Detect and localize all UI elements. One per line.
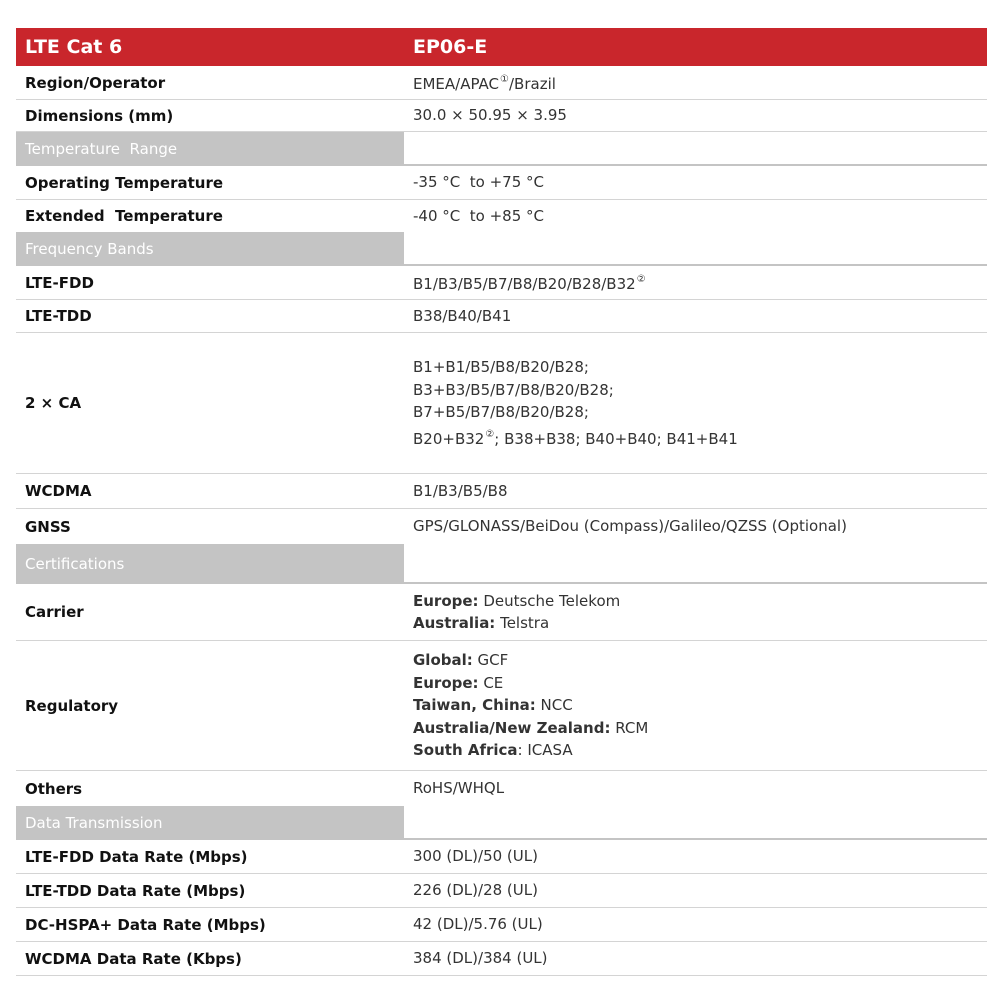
ca-footnote: ② (485, 428, 495, 440)
data-rate-row (16, 942, 987, 976)
gnss-label: GNSS (25, 517, 71, 536)
lte-fdd-row (16, 266, 987, 300)
operating-temperature-label: Operating Temperature (25, 173, 224, 192)
extended-temperature-value: -40 °C to +85 °C (413, 206, 545, 225)
operating-temperature-value: -35 °C to +75 °C (413, 173, 545, 192)
data-rate-row (16, 908, 987, 942)
data-rate-value: 300 (DL)/50 (UL) (413, 847, 538, 866)
data-rate-row (16, 840, 987, 874)
others-label: Others (25, 779, 83, 798)
data-rate-value: 226 (DL)/28 (UL) (413, 881, 538, 900)
ca-line: B3+B3/B5/B7/B8/B20/B28; (413, 380, 614, 399)
regulatory-value (404, 641, 987, 770)
lte-tdd-row (16, 300, 987, 333)
wcdma-label: WCDMA (25, 482, 92, 500)
lte-fdd-value (404, 266, 987, 299)
ca-row (16, 333, 987, 474)
regulatory-label: Regulatory (25, 696, 119, 715)
section-certifications (16, 544, 987, 584)
carrier-value (404, 584, 987, 640)
regulatory-entry: Europe: CE (413, 673, 504, 692)
others-row (16, 771, 987, 806)
regulatory-entry: South Africa: ICASA (413, 741, 573, 760)
data-rate-label: DC-HSPA+ Data Rate (Mbps) (25, 915, 266, 934)
regulatory-entry: Global: GCF (413, 651, 509, 670)
data-rate-label: WCDMA Data Rate (Kbps) (25, 949, 242, 968)
wcdma-row (16, 474, 987, 509)
regulatory-row (16, 641, 987, 771)
data-rate-label: LTE-TDD Data Rate (Mbps) (25, 881, 246, 900)
lte-tdd-value: B38/B40/B41 (413, 306, 512, 325)
ca-line (413, 424, 987, 451)
extended-temperature-row (16, 200, 987, 232)
section-title: Temperature Range (16, 132, 404, 166)
section-blank (404, 806, 987, 840)
ca-label: 2 × CA (25, 394, 82, 412)
carrier-entry: Europe: Deutsche Telekom (413, 591, 621, 610)
region-footnote: ① (500, 74, 509, 86)
gnss-value: GPS/GLONASS/BeiDou (Compass)/Galileo/QZSS (Optional) (413, 517, 847, 536)
region-value-after: /Brazil (509, 75, 556, 94)
data-rate-value: 384 (DL)/384 (UL) (413, 949, 548, 968)
data-rate-label: LTE-FDD Data Rate (Mbps) (25, 847, 248, 866)
table-header (16, 28, 987, 66)
section-blank (404, 132, 987, 166)
lte-tdd-label: LTE-TDD (25, 307, 92, 325)
lte-fdd-label: LTE-FDD (25, 273, 94, 292)
ca-last-post: ; B38+B38; B40+B40; B41+B41 (494, 429, 738, 448)
region-value-main: EMEA/APAC (413, 75, 500, 94)
ca-line: B7+B5/B7/B8/B20/B28; (413, 403, 589, 421)
dimensions-row (16, 100, 987, 132)
section-temperature (16, 132, 987, 166)
carrier-row (16, 584, 987, 641)
region-row (16, 66, 987, 100)
section-title: Frequency Bands (16, 232, 404, 266)
region-label: Region/Operator (25, 73, 166, 92)
dimensions-label: Dimensions (mm) (25, 106, 174, 125)
lte-fdd-footnote: ② (636, 274, 646, 286)
dimensions-value: 30.0 × 50.95 × 3.95 (413, 106, 567, 125)
section-frequency-bands (16, 232, 987, 266)
regulatory-entry: Australia/New Zealand: RCM (413, 718, 649, 737)
section-blank (404, 232, 987, 266)
ca-value (404, 333, 987, 473)
ca-line: B1+B1/B5/B8/B20/B28; (413, 358, 589, 376)
section-data-transmission (16, 806, 987, 840)
extended-temperature-label: Extended Temperature (25, 207, 223, 225)
section-blank (404, 544, 987, 584)
section-title: Certifications (16, 544, 404, 584)
carrier-label: Carrier (25, 603, 84, 621)
header-product-category: LTE Cat 6 (25, 36, 123, 58)
operating-temperature-row (16, 166, 987, 200)
section-title: Data Transmission (16, 806, 404, 840)
regulatory-entry: Taiwan, China: NCC (413, 696, 573, 715)
lte-fdd-bands: B1/B3/B5/B7/B8/B20/B28/B32 (413, 275, 636, 294)
others-value: RoHS/WHQL (413, 779, 505, 798)
region-value (404, 66, 987, 99)
data-rate-value: 42 (DL)/5.76 (UL) (413, 915, 543, 934)
header-model: EP06-E (413, 35, 488, 58)
gnss-row (16, 509, 987, 544)
ca-last-pre: B20+B32 (413, 429, 485, 448)
carrier-entry: Australia: Telstra (413, 614, 550, 632)
wcdma-value: B1/B3/B5/B8 (413, 481, 508, 500)
data-rate-row (16, 874, 987, 908)
